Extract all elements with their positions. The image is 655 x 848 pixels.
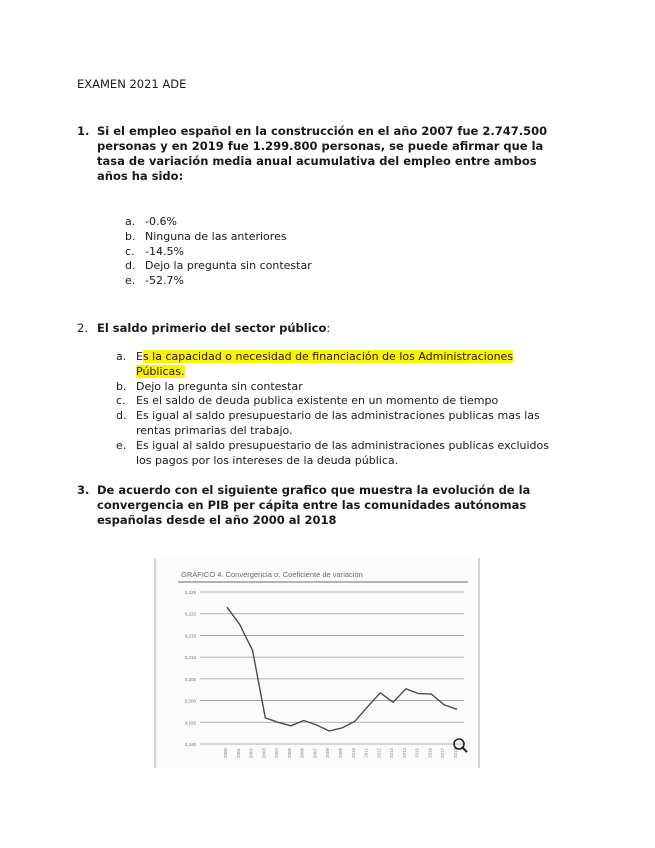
option-text: -0.6% bbox=[145, 215, 177, 228]
option-letter: c. bbox=[116, 394, 126, 408]
question-2 bbox=[77, 321, 577, 336]
option-text: Es igual al saldo presupuestario de las administraciones publicas mas las bbox=[136, 409, 540, 423]
chart-title: GRÁFICO 4. Convergencia σ. Coeficiente de variación bbox=[181, 570, 363, 579]
question-1 bbox=[77, 124, 577, 184]
option-text: Es el saldo de deuda publica existente en un momento de tiempo bbox=[136, 394, 499, 408]
x-tick-label: 2018 bbox=[453, 748, 458, 759]
option-text: Dejo la pregunta sin contestar bbox=[145, 259, 312, 273]
series-line bbox=[227, 607, 457, 731]
option-text: -14.5% bbox=[145, 244, 184, 258]
option-a[interactable] bbox=[116, 350, 596, 380]
option-text: Ninguna de las anteriores bbox=[145, 229, 287, 243]
option-text: E bbox=[136, 350, 143, 363]
question-line: españolas desde el año 2000 al 2018 bbox=[97, 513, 337, 527]
document-title: EXAMEN 2021 ADE bbox=[77, 77, 187, 91]
question-number: 2. bbox=[77, 321, 88, 335]
question-line: Si el empleo español en la construcción en el año 2007 fue 2.747.500 bbox=[97, 124, 548, 138]
grid-layer bbox=[200, 592, 464, 744]
x-tick-label: 2010 bbox=[350, 748, 356, 759]
question-line: De acuerdo con el siguiente grafico que muestra la evolución de la bbox=[97, 483, 531, 497]
option-d[interactable] bbox=[116, 409, 596, 439]
option-letter: a. bbox=[125, 215, 136, 228]
convergence-chart bbox=[154, 558, 480, 768]
question-line: tasa de variación media anual acumulativa del empleo entre ambos bbox=[97, 154, 537, 168]
x-tick-label: 2016 bbox=[427, 748, 433, 759]
option-letter: c. bbox=[125, 244, 135, 258]
option-letter: d. bbox=[125, 259, 136, 273]
option-text: Dejo la pregunta sin contestar bbox=[136, 379, 303, 393]
question-1-options bbox=[125, 215, 312, 289]
option-b[interactable] bbox=[116, 379, 596, 395]
x-tick-label: 2004 bbox=[274, 748, 280, 759]
question-line: personas y en 2019 fue 1.299.800 personas, se puede afirmar que la bbox=[97, 139, 544, 153]
option-letter: b. bbox=[116, 379, 127, 393]
y-tick-label: 0,200 bbox=[184, 698, 196, 704]
question-number: 3. bbox=[77, 483, 90, 497]
option-b[interactable] bbox=[125, 229, 312, 245]
option-e[interactable] bbox=[116, 438, 596, 469]
x-tick-label: 2009 bbox=[338, 748, 343, 759]
series-layer bbox=[227, 607, 457, 731]
x-tick-label: 2007 bbox=[312, 748, 318, 759]
option-letter: d. bbox=[116, 409, 127, 423]
x-tick-label: 2017 bbox=[440, 748, 446, 759]
x-tick-label: 2003 bbox=[261, 748, 267, 759]
option-letter: a. bbox=[116, 350, 127, 363]
option-text: Es igual al saldo presupuestario de las administraciones publicas excluidos bbox=[136, 438, 549, 452]
option-a[interactable] bbox=[125, 215, 312, 230]
option-text: rentas primarias del trabajo. bbox=[136, 423, 293, 437]
option-letter: e. bbox=[125, 274, 136, 288]
x-tick-label: 2001 bbox=[235, 748, 241, 759]
x-tick-label: 2015 bbox=[414, 748, 420, 759]
x-tick-label: 2000 bbox=[223, 748, 228, 759]
question-2-options bbox=[116, 350, 596, 468]
x-tick-label: 2011 bbox=[363, 748, 369, 758]
y-tick-label: 0,195 bbox=[184, 720, 196, 726]
y-tick-label: 0,225 bbox=[184, 590, 196, 595]
x-tick-layer bbox=[223, 748, 458, 759]
y-tick-label: 0,205 bbox=[184, 676, 196, 682]
question-suffix: : bbox=[326, 321, 331, 335]
option-d[interactable] bbox=[125, 259, 312, 274]
option-letter: e. bbox=[116, 438, 127, 452]
question-line: años ha sido: bbox=[97, 169, 184, 183]
x-tick-label: 2008 bbox=[325, 748, 331, 759]
x-tick-label: 2002 bbox=[248, 748, 254, 759]
x-tick-label: 2005 bbox=[286, 748, 292, 759]
chart-svg bbox=[156, 558, 478, 768]
x-tick-label: 2014 bbox=[401, 748, 407, 759]
y-tick-label: 0,215 bbox=[184, 633, 196, 639]
y-tick-label: 0,220 bbox=[184, 611, 196, 617]
y-tick-layer bbox=[185, 590, 197, 747]
option-letter: b. bbox=[125, 229, 136, 243]
option-e[interactable] bbox=[125, 274, 312, 289]
x-tick-label: 2012 bbox=[376, 748, 382, 759]
question-number: 1. bbox=[77, 124, 90, 138]
option-c[interactable] bbox=[116, 394, 596, 409]
option-text: -52.7% bbox=[145, 274, 184, 288]
question-title: El saldo primerio del sector público bbox=[97, 321, 327, 335]
question-3 bbox=[77, 483, 577, 528]
highlighted-text: s la capacidad o necesidad de financiación de los Administraciones bbox=[142, 350, 514, 363]
question-line: convergencia en PIB per cápita entre las comunidades autónomas bbox=[97, 498, 527, 512]
highlighted-text: Públicas. bbox=[136, 364, 185, 378]
option-c[interactable] bbox=[125, 244, 312, 260]
x-tick-label: 2013 bbox=[389, 748, 395, 759]
x-tick-label: 2006 bbox=[299, 748, 305, 759]
option-text: los pagos por los intereses de la deuda pública. bbox=[136, 453, 399, 467]
y-tick-label: 0,190 bbox=[184, 742, 196, 747]
y-tick-label: 0,210 bbox=[184, 655, 196, 661]
